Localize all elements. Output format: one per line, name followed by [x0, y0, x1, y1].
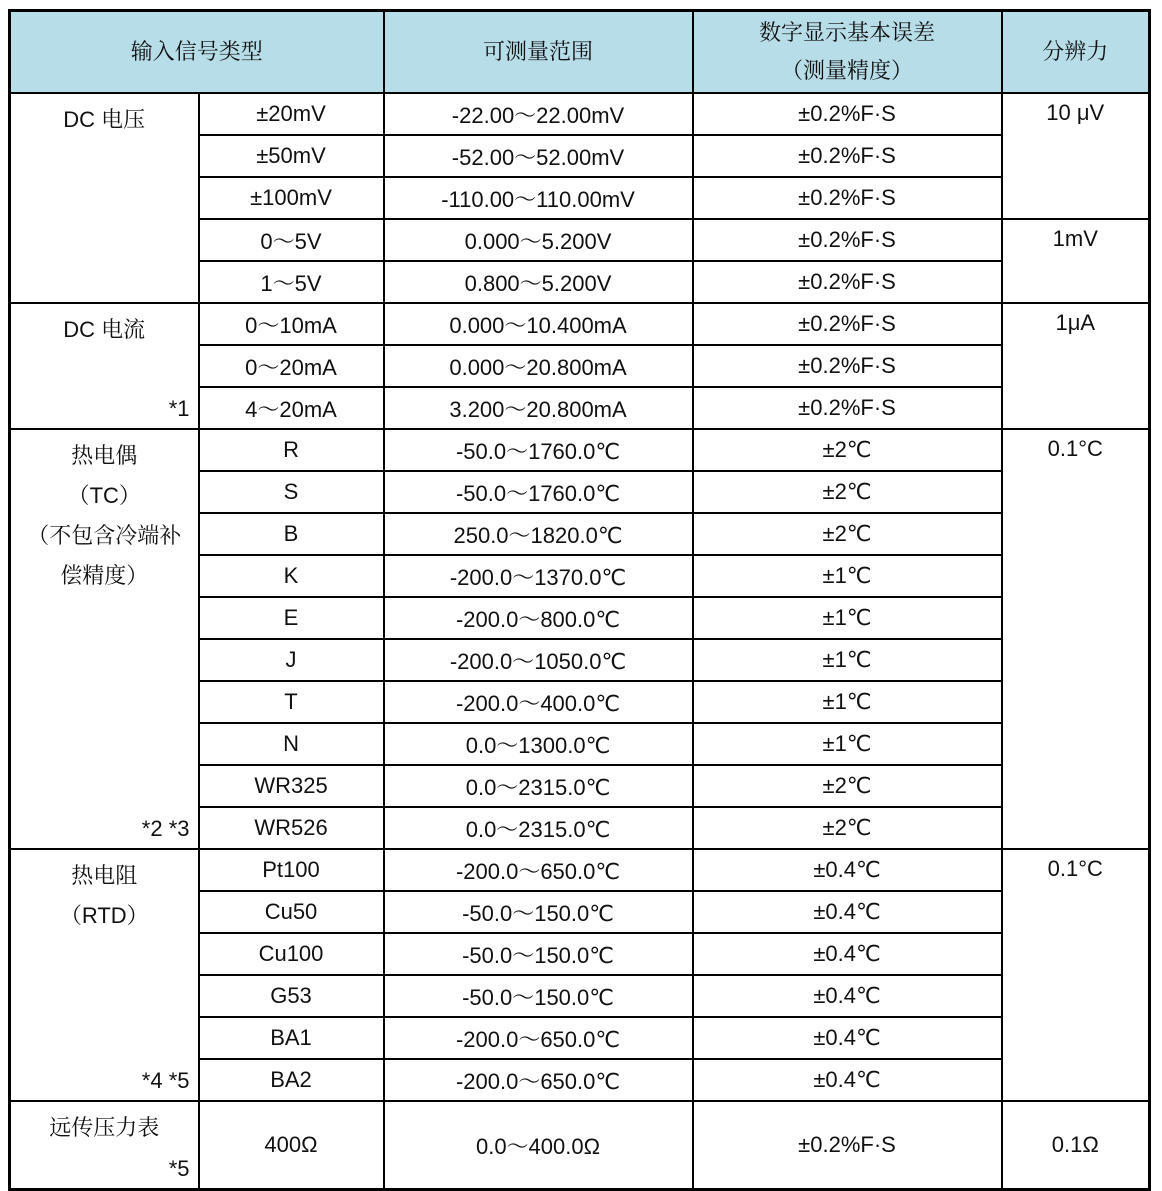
signal-cell: 0～20mA — [199, 345, 384, 387]
resolution-cell: 1μA — [1002, 303, 1150, 429]
signal-cell: WR325 — [199, 765, 384, 807]
signal-cell: 4～20mA — [199, 387, 384, 429]
signal-cell: 400Ω — [199, 1101, 384, 1190]
range-cell: 0.0～1300.0℃ — [384, 723, 693, 765]
range-cell: -22.00～22.00mV — [384, 93, 693, 135]
error-cell: ±2℃ — [693, 765, 1002, 807]
error-cell: ±0.2%F·S — [693, 303, 1002, 345]
error-cell: ±0.4℃ — [693, 891, 1002, 933]
signal-cell: ±100mV — [199, 177, 384, 219]
table-row — [10, 303, 1150, 345]
signal-cell: B — [199, 513, 384, 555]
error-cell: ±0.2%F·S — [693, 135, 1002, 177]
signal-cell: ±50mV — [199, 135, 384, 177]
error-cell: ±0.2%F·S — [693, 345, 1002, 387]
group-label-line: 远传压力表 — [49, 1115, 160, 1140]
range-cell: 0.0～400.0Ω — [384, 1101, 693, 1190]
error-cell: ±0.4℃ — [693, 849, 1002, 891]
error-cell: ±0.4℃ — [693, 933, 1002, 975]
error-cell: ±0.2%F·S — [693, 177, 1002, 219]
range-cell: 3.200～20.800mA — [384, 387, 693, 429]
group-label-dc-current — [10, 303, 199, 429]
range-cell: -200.0～650.0℃ — [384, 1017, 693, 1059]
header-range: 可测量范围 — [384, 11, 693, 94]
error-cell: ±0.2%F·S — [693, 219, 1002, 261]
range-cell: 0.000～5.200V — [384, 219, 693, 261]
signal-cell: J — [199, 639, 384, 681]
signal-cell: 0～10mA — [199, 303, 384, 345]
error-cell: ±0.4℃ — [693, 1017, 1002, 1059]
footnote-mark: *4 *5 — [141, 1068, 190, 1093]
error-cell: ±1℃ — [693, 597, 1002, 639]
table-row — [10, 429, 1150, 471]
group-label-rtd — [10, 849, 199, 1101]
range-cell: -200.0～800.0℃ — [384, 597, 693, 639]
range-cell: -50.0～1760.0℃ — [384, 429, 693, 471]
footnote-mark: *1 — [168, 396, 190, 421]
signal-cell: BA1 — [199, 1017, 384, 1059]
header-error-line2: （测量精度） — [781, 58, 914, 83]
error-cell: ±1℃ — [693, 555, 1002, 597]
signal-cell: E — [199, 597, 384, 639]
range-cell: -50.0～1760.0℃ — [384, 471, 693, 513]
signal-cell: 0～5V — [199, 219, 384, 261]
range-cell: 0.000～10.400mA — [384, 303, 693, 345]
table-row — [10, 93, 1150, 135]
range-cell: -52.00～52.00mV — [384, 135, 693, 177]
range-cell: -50.0～150.0℃ — [384, 933, 693, 975]
signal-cell: T — [199, 681, 384, 723]
table-row — [10, 1101, 1150, 1190]
error-cell: ±0.4℃ — [693, 1059, 1002, 1101]
header-input-type: 输入信号类型 — [10, 11, 384, 94]
signal-cell: Cu50 — [199, 891, 384, 933]
footnote-mark: *5 — [168, 1156, 190, 1181]
error-cell: ±2℃ — [693, 513, 1002, 555]
error-cell: ±2℃ — [693, 429, 1002, 471]
range-cell: -200.0～1050.0℃ — [384, 639, 693, 681]
range-cell: -200.0～650.0℃ — [384, 1059, 693, 1101]
resolution-cell: 1mV — [1002, 219, 1150, 303]
header-row — [10, 11, 1150, 94]
header-error — [693, 11, 1002, 94]
table-row — [10, 849, 1150, 891]
group-label-line: （TC） — [67, 483, 141, 508]
error-cell: ±0.2%F·S — [693, 261, 1002, 303]
error-cell: ±0.4℃ — [693, 975, 1002, 1017]
signal-cell: R — [199, 429, 384, 471]
group-label-line: DC 电流 — [63, 317, 146, 342]
signal-cell: K — [199, 555, 384, 597]
range-cell: 0.0～2315.0℃ — [384, 765, 693, 807]
resolution-cell: 0.1°C — [1002, 849, 1150, 1101]
range-cell: -50.0～150.0℃ — [384, 891, 693, 933]
signal-cell: G53 — [199, 975, 384, 1017]
error-cell: ±1℃ — [693, 723, 1002, 765]
range-cell: -200.0～650.0℃ — [384, 849, 693, 891]
resolution-cell: 0.1°C — [1002, 429, 1150, 849]
group-label-thermocouple — [10, 429, 199, 849]
range-cell: -200.0～1370.0℃ — [384, 555, 693, 597]
error-cell: ±2℃ — [693, 471, 1002, 513]
group-label-pressure-gauge — [10, 1101, 199, 1190]
signal-cell: 1～5V — [199, 261, 384, 303]
group-label-line: （不包含冷端补 — [27, 523, 182, 548]
header-error-line1: 数字显示基本误差 — [759, 20, 936, 45]
range-cell: 0.0～2315.0℃ — [384, 807, 693, 849]
group-label-line: 热电偶 — [71, 443, 138, 468]
range-cell: -50.0～150.0℃ — [384, 975, 693, 1017]
range-cell: -200.0～400.0℃ — [384, 681, 693, 723]
error-cell: ±0.2%F·S — [693, 1101, 1002, 1190]
header-resolution: 分辨力 — [1002, 11, 1150, 94]
signal-cell: ±20mV — [199, 93, 384, 135]
range-cell: 0.000～20.800mA — [384, 345, 693, 387]
resolution-cell: 0.1Ω — [1002, 1101, 1150, 1190]
error-cell: ±2℃ — [693, 807, 1002, 849]
signal-cell: BA2 — [199, 1059, 384, 1101]
spec-table — [8, 9, 1151, 1191]
group-label-line: DC 电压 — [63, 107, 146, 132]
signal-cell: Pt100 — [199, 849, 384, 891]
signal-cell: WR526 — [199, 807, 384, 849]
resolution-cell: 10 μV — [1002, 93, 1150, 219]
error-cell: ±1℃ — [693, 639, 1002, 681]
group-label-line: 热电阻 — [71, 863, 138, 888]
group-label-dc-voltage — [10, 93, 199, 303]
group-label-line: 偿精度） — [60, 563, 149, 588]
range-cell: -110.00～110.00mV — [384, 177, 693, 219]
error-cell: ±0.2%F·S — [693, 93, 1002, 135]
group-label-line: （RTD） — [59, 903, 149, 928]
footnote-mark: *2 *3 — [141, 816, 190, 841]
error-cell: ±0.2%F·S — [693, 387, 1002, 429]
signal-cell: Cu100 — [199, 933, 384, 975]
error-cell: ±1℃ — [693, 681, 1002, 723]
signal-cell: N — [199, 723, 384, 765]
signal-cell: S — [199, 471, 384, 513]
range-cell: 250.0～1820.0℃ — [384, 513, 693, 555]
range-cell: 0.800～5.200V — [384, 261, 693, 303]
